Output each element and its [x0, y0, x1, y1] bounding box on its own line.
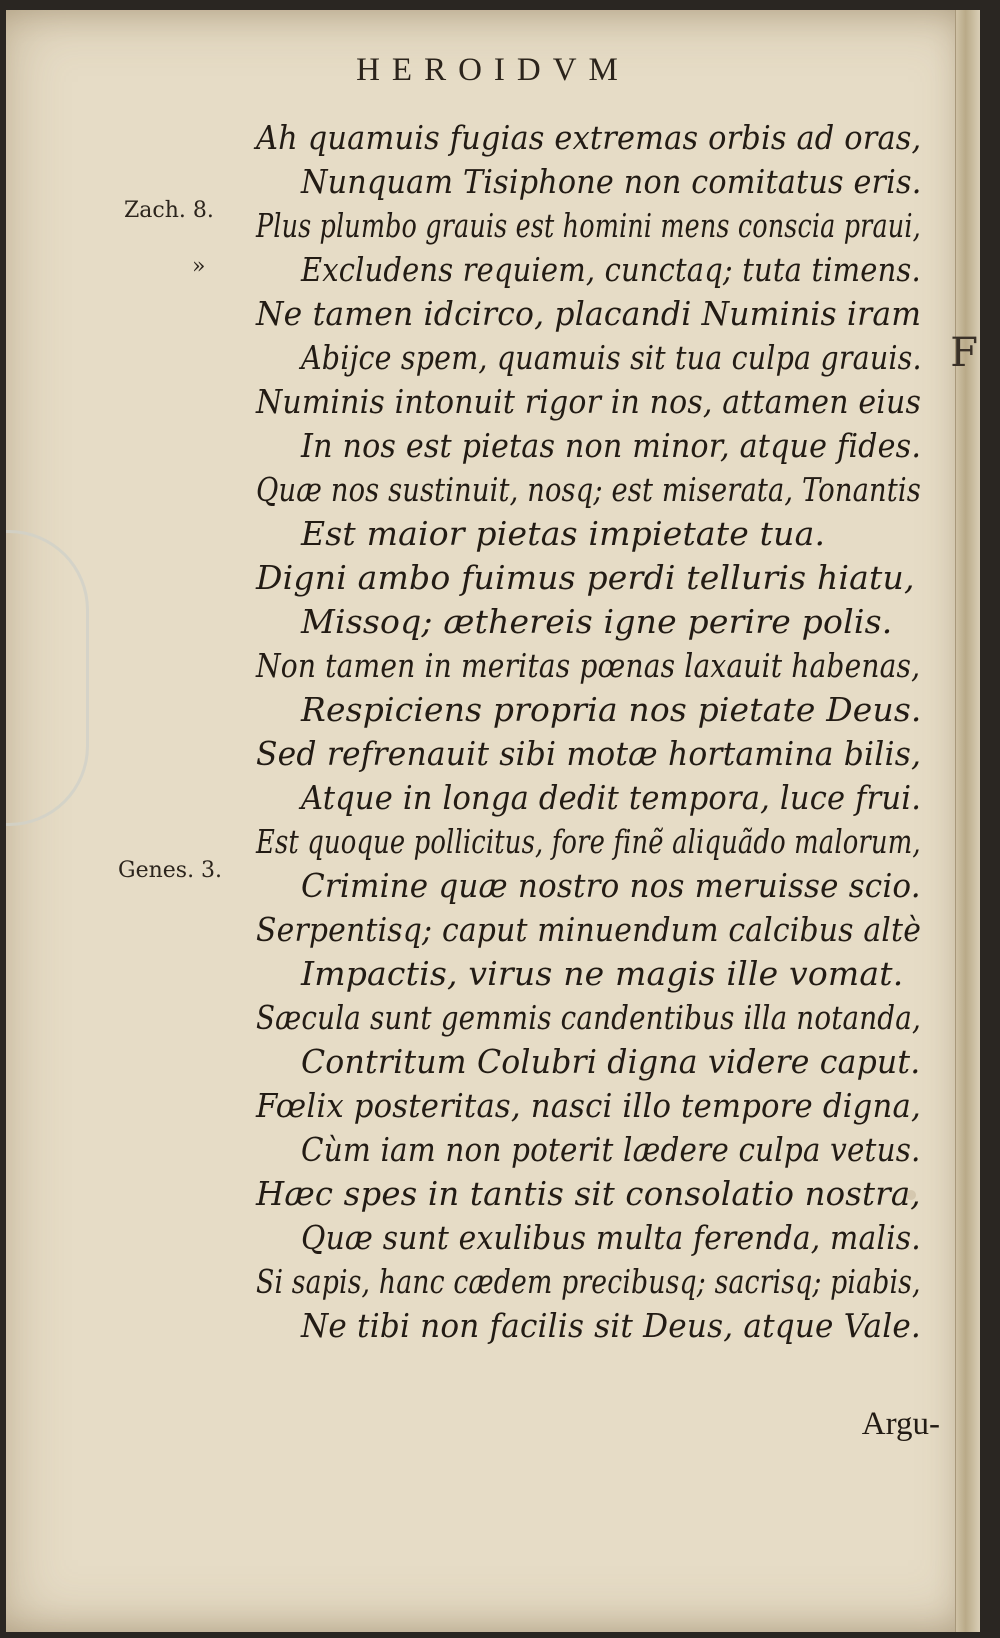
verse-line: Hæc spes in tantis sit consolatio nostra, [256, 1174, 921, 1213]
verse-line: Plus plumbo grauis est homini mens conscia praui, [256, 206, 921, 245]
verse-line: Non tamen in meritas pœnas laxauit habenas, [256, 646, 921, 685]
verse-line: Cùm iam non poterit lædere culpa vetus. [301, 1130, 921, 1169]
verse-line: Sed refrenauit sibi motæ hortamina bilis, [256, 734, 922, 773]
verse-line: Contritum Colubri digna videre caput. [301, 1042, 921, 1081]
verse-line: In nos est pietas non minor, atque fides. [301, 426, 922, 465]
running-head: HEROIDVM [356, 52, 630, 88]
verse-line: Est maior pietas impietate tua. [301, 514, 826, 553]
verse-line: Digni ambo fuimus perdi telluris hiatu, [256, 558, 915, 597]
verse-line: Ne tibi non facilis sit Deus, atque Vale. [301, 1306, 922, 1345]
verse-line: Numinis intonuit rigor in nos, attamen eius [256, 382, 922, 421]
verse-line: Fœlix posteritas, nasci illo tempore digna, [256, 1086, 921, 1125]
verse-line: Ne tamen idcirco, placandi Numinis iram [256, 294, 922, 333]
verse-line: Quæ nos sustinuit, nosq; est miserata, Tonantis [256, 470, 921, 509]
verse-line: Missoq; æthereis igne perire polis. [301, 602, 893, 641]
verse-line: Est quoque pollicitus, fore finẽ aliquãdo malorum, [256, 822, 921, 861]
verse-line: Ah quamuis fugias extremas orbis ad oras, [256, 118, 922, 157]
verse-line: Atque in longa dedit tempora, luce frui. [301, 778, 922, 817]
catchword: Argu- [861, 1406, 940, 1442]
verse-line: Si sapis, hanc cædem precibusq; sacrisq; piabis, [256, 1262, 921, 1301]
book-page [6, 10, 980, 1632]
verse-line: Quæ sunt exulibus multa ferenda, malis. [301, 1218, 921, 1257]
verse-line: Abijce spem, quamuis sit tua culpa grauis. [301, 338, 922, 377]
next-page-edge [950, 10, 980, 1632]
paper-clip [6, 530, 89, 826]
marginal-note-zach: Zach. 8. [124, 198, 214, 223]
verse-line: Impactis, virus ne magis ille vomat. [301, 954, 904, 993]
verse-line: Crimine quæ nostro nos meruisse scio. [301, 866, 921, 905]
verse-line: Excludens requiem, cunctaq; tuta timens. [301, 250, 921, 289]
marginal-note-genes: Genes. 3. [118, 858, 223, 883]
verse-line: Serpentisq; caput minuendum calcibus altè [256, 910, 922, 949]
verse-line: Respiciens propria nos pietate Deus. [301, 690, 922, 729]
verse-line: Sæcula sunt gemmis candentibus illa notanda, [256, 998, 921, 1037]
verse-line: Nunquam Tisiphone non comitatus eris. [301, 162, 922, 201]
marginal-note-quote-mark: » [192, 254, 206, 279]
edge-letter: F [950, 330, 978, 376]
